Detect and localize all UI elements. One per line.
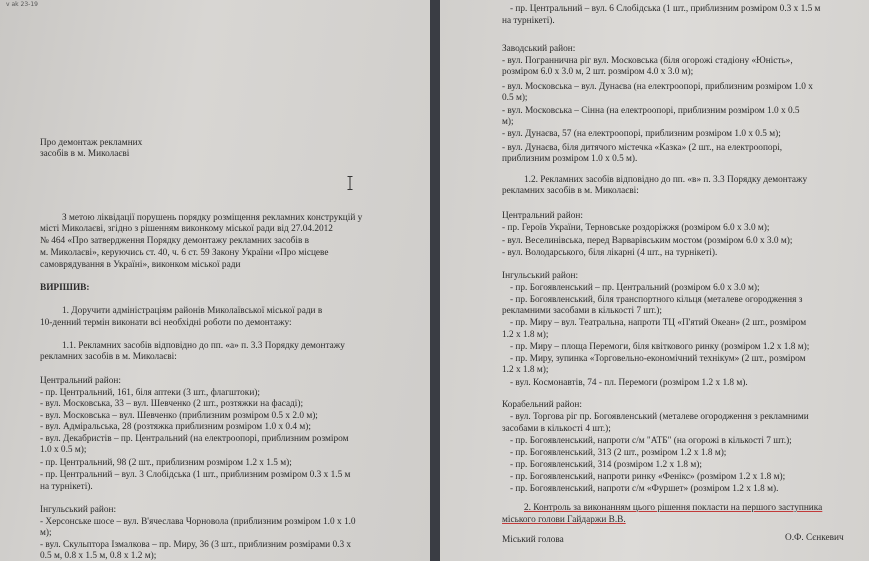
list-item: - пр. Миру – площа Перемоги, біля квіткового ринку (розміром 1.2 х 1.8 м); — [510, 342, 810, 352]
item1-line: 1. Доручити адміністраціям районів Миколаївської міської ради в — [62, 306, 323, 316]
list-item: розміром 6.0 х 3.0 м, 2 шт. розміром 4.0 х 3.0 м); — [502, 67, 694, 77]
list-item: засобами в кількості 4 шт.); — [502, 424, 611, 434]
list-item: - вул. Московська – вул. Дунаєва (на електроопорі, приблизним розміром 1.0 х — [502, 82, 813, 92]
list-item: - вул. Декабристів – пр. Центральний (на електроопорі, приблизним розміром — [40, 434, 349, 444]
list-item: - вул. Торгова ріг пр. Богоявленський (металеве огородження з рекламними — [510, 412, 809, 422]
district-heading: Заводський район: — [502, 44, 576, 54]
list-item: - пр. Богоявленський, 314 (розміром 1.2 х 1.8 м); — [510, 460, 702, 470]
list-item: - пр. Миру, зупинка «Торговельно-економічний технікум» (2 шт., розміром — [510, 354, 806, 364]
list-item: - пр. Миру – вул. Театральна, напроти ТЦ «П'ятий Океан» (2 шт., розміром — [510, 318, 807, 328]
signature-title: Міський голова — [502, 535, 564, 545]
list-item: - вул. Пограннична ріг вул. Московська (біля огорожі стадіону «Юність», — [502, 56, 793, 66]
list-item: - пр. Центральний – вул. 6 Слобідська (1 шт., приблизним розміром 0.3 х 1.5 м — [510, 4, 821, 14]
list-item: - пр. Богоявленський, біля транспортного кільця (металеве огородження з — [510, 295, 803, 305]
item2-line: міського голови Гайдаржи В.В. — [502, 515, 626, 525]
list-item: - вул. Скульптора Ізмалкова – пр. Миру, 36 (3 шт., приблизним розмірами 0.3 х — [40, 540, 352, 550]
list-item: 1.2 х 1.8 м); — [502, 365, 549, 375]
list-item: 0.5 м); — [502, 93, 528, 103]
intro-line: м. Миколаєві», керуючись ст. 40, ч. 6 ст. 59 Закону України «Про місцеве — [40, 248, 329, 258]
list-item: - пр. Центральний, 161, біля аптеки (3 шт., флагштоки); — [40, 388, 260, 398]
list-item: - вул. Московська – Сінна (на електроопорі, приблизним розміром 1.0 х 0.5 — [502, 106, 800, 116]
corner-label: v ak 23-19 — [6, 1, 38, 8]
list-item: - вул. Володарського, біля лікарні (4 шт., на турнікеті). — [502, 248, 718, 258]
list-item: - Херсонське шосе – вул. В'ячеслава Чорновола (приблизним розміром 1.0 х 1.0 — [40, 517, 356, 527]
list-item: - вул. Веселинівська, перед Варварівським мостом (розміром 6.0 х 3.0 м); — [502, 236, 793, 246]
list-item: - вул. Дунаєва, біля дитячого містечка «Казка» (2 шт., на електроопорі, — [502, 143, 783, 153]
intro-line: № 464 «Про затвердження Порядку демонтажу рекламних засобів в — [40, 236, 310, 246]
item11-line: рекламних засобів в м. Миколаєві: — [40, 352, 177, 362]
list-item: - пр. Центральний, 98 (2 шт., приблизним розміром 1.2 х 1.5 м); — [40, 458, 292, 468]
item11-line: 1.1. Рекламних засобів відповідно до пп. «а» п. 3.3 Порядку демонтажу — [62, 341, 345, 351]
intro-line: місті Миколаєві, згідно з рішенням виконкому міської ради від 27.04.2012 — [40, 224, 333, 234]
intro-line: З метою ліквідації порушень порядку розміщення рекламних конструкцій у — [62, 213, 363, 223]
doc-title-line: Про демонтаж рекламних — [40, 138, 143, 148]
item12-line: рекламних засобів в м. Миколаєві: — [502, 186, 639, 196]
list-item: - вул. Московська, 33 – вул. Шевченко (2 шт., розтяжки на фасаді); — [40, 399, 304, 409]
signature-name: О.Ф. Сєнкевич — [785, 533, 844, 543]
item2-line: 2. Контроль за виконанням цього рішення покласти на першого заступника — [524, 503, 823, 513]
list-item: - пр. Богоявленський, 313 (2 шт., розміром 1.2 х 1.8 м); — [510, 448, 727, 458]
list-item: - пр. Богоявленський – пр. Центральний (розміром 6.0 х 3.0 м); — [510, 283, 760, 293]
district-heading: Інгульський район: — [502, 271, 579, 281]
list-item: м); — [40, 528, 52, 538]
list-item: - пр. Богоявленський, напроти ринку «Фенікс» (розміром 1.2 х 1.8 м); — [510, 472, 786, 482]
item12-line: 1.2. Рекламних засобів відповідно до пп. «в» п. 3.3 Порядку демонтажу — [524, 175, 808, 185]
item1-line: 10-денний термін виконати всі необхідні роботи по демонтажу: — [40, 318, 292, 328]
list-item: - вул. Космонавтів, 74 - пл. Перемоги (розміром 1.2 х 1.8 м). — [510, 378, 748, 388]
district-heading: Корабельний район: — [502, 400, 582, 410]
list-item: 0.5 м, 0.8 х 1.5 м, 0.8 х 1.2 м); — [40, 551, 157, 561]
district-heading: Центральний район: — [40, 376, 121, 386]
list-item: - пр. Богоявленський, напроти с/м «Фуршет» (розміром 1.2 х 1.8 м). — [510, 484, 779, 494]
list-item: - пр. Героїв України, Терновське роздоріжжя (розміром 6.0 х 3.0 м); — [502, 223, 770, 233]
resolved-heading: ВИРІШИВ: — [40, 283, 90, 293]
list-item: - пр. Центральний – вул. 3 Слобідська (1 шт., приблизним розміром 0.3 х 1.5 м — [40, 470, 351, 480]
district-heading: Інгульський район: — [40, 505, 117, 515]
list-item: 1.2 х 1.8 м); — [502, 330, 549, 340]
list-item: 1.0 х 0.5 м); — [40, 445, 87, 455]
left-page — [0, 0, 430, 561]
right-page — [440, 0, 869, 561]
district-heading: Центральний район: — [502, 211, 583, 221]
list-item: - вул. Московська – вул. Шевченко (приблизним розміром 0.5 х 2.0 м); — [40, 411, 318, 421]
list-item: рекламними засобами в кількості 7 шт.); — [502, 306, 662, 316]
doc-title-line: засобів в м. Миколаєві — [40, 149, 130, 159]
list-item: - вул. Адміральська, 28 (розтяжка приблизним розміром 1.0 х 0.4 м); — [40, 422, 311, 432]
list-item: - вул. Дунаєва, 57 (на електроопорі, приблизним розміром 1.0 х 0.5 м); — [502, 129, 781, 139]
list-item: на турнікеті). — [502, 16, 555, 26]
page-gap — [430, 0, 440, 561]
text-cursor-icon — [347, 176, 353, 190]
list-item: приблизним розміром 1.0 х 0.5 м). — [502, 154, 638, 164]
intro-line: самоврядування в Україні», виконком міської ради — [40, 260, 241, 270]
list-item: м); — [502, 117, 514, 127]
list-item: - пр. Богоявленський, напроти с/м "АТБ" (на огорожі в кількості 7 шт.); — [510, 436, 792, 446]
list-item: на турнікеті). — [40, 482, 93, 492]
